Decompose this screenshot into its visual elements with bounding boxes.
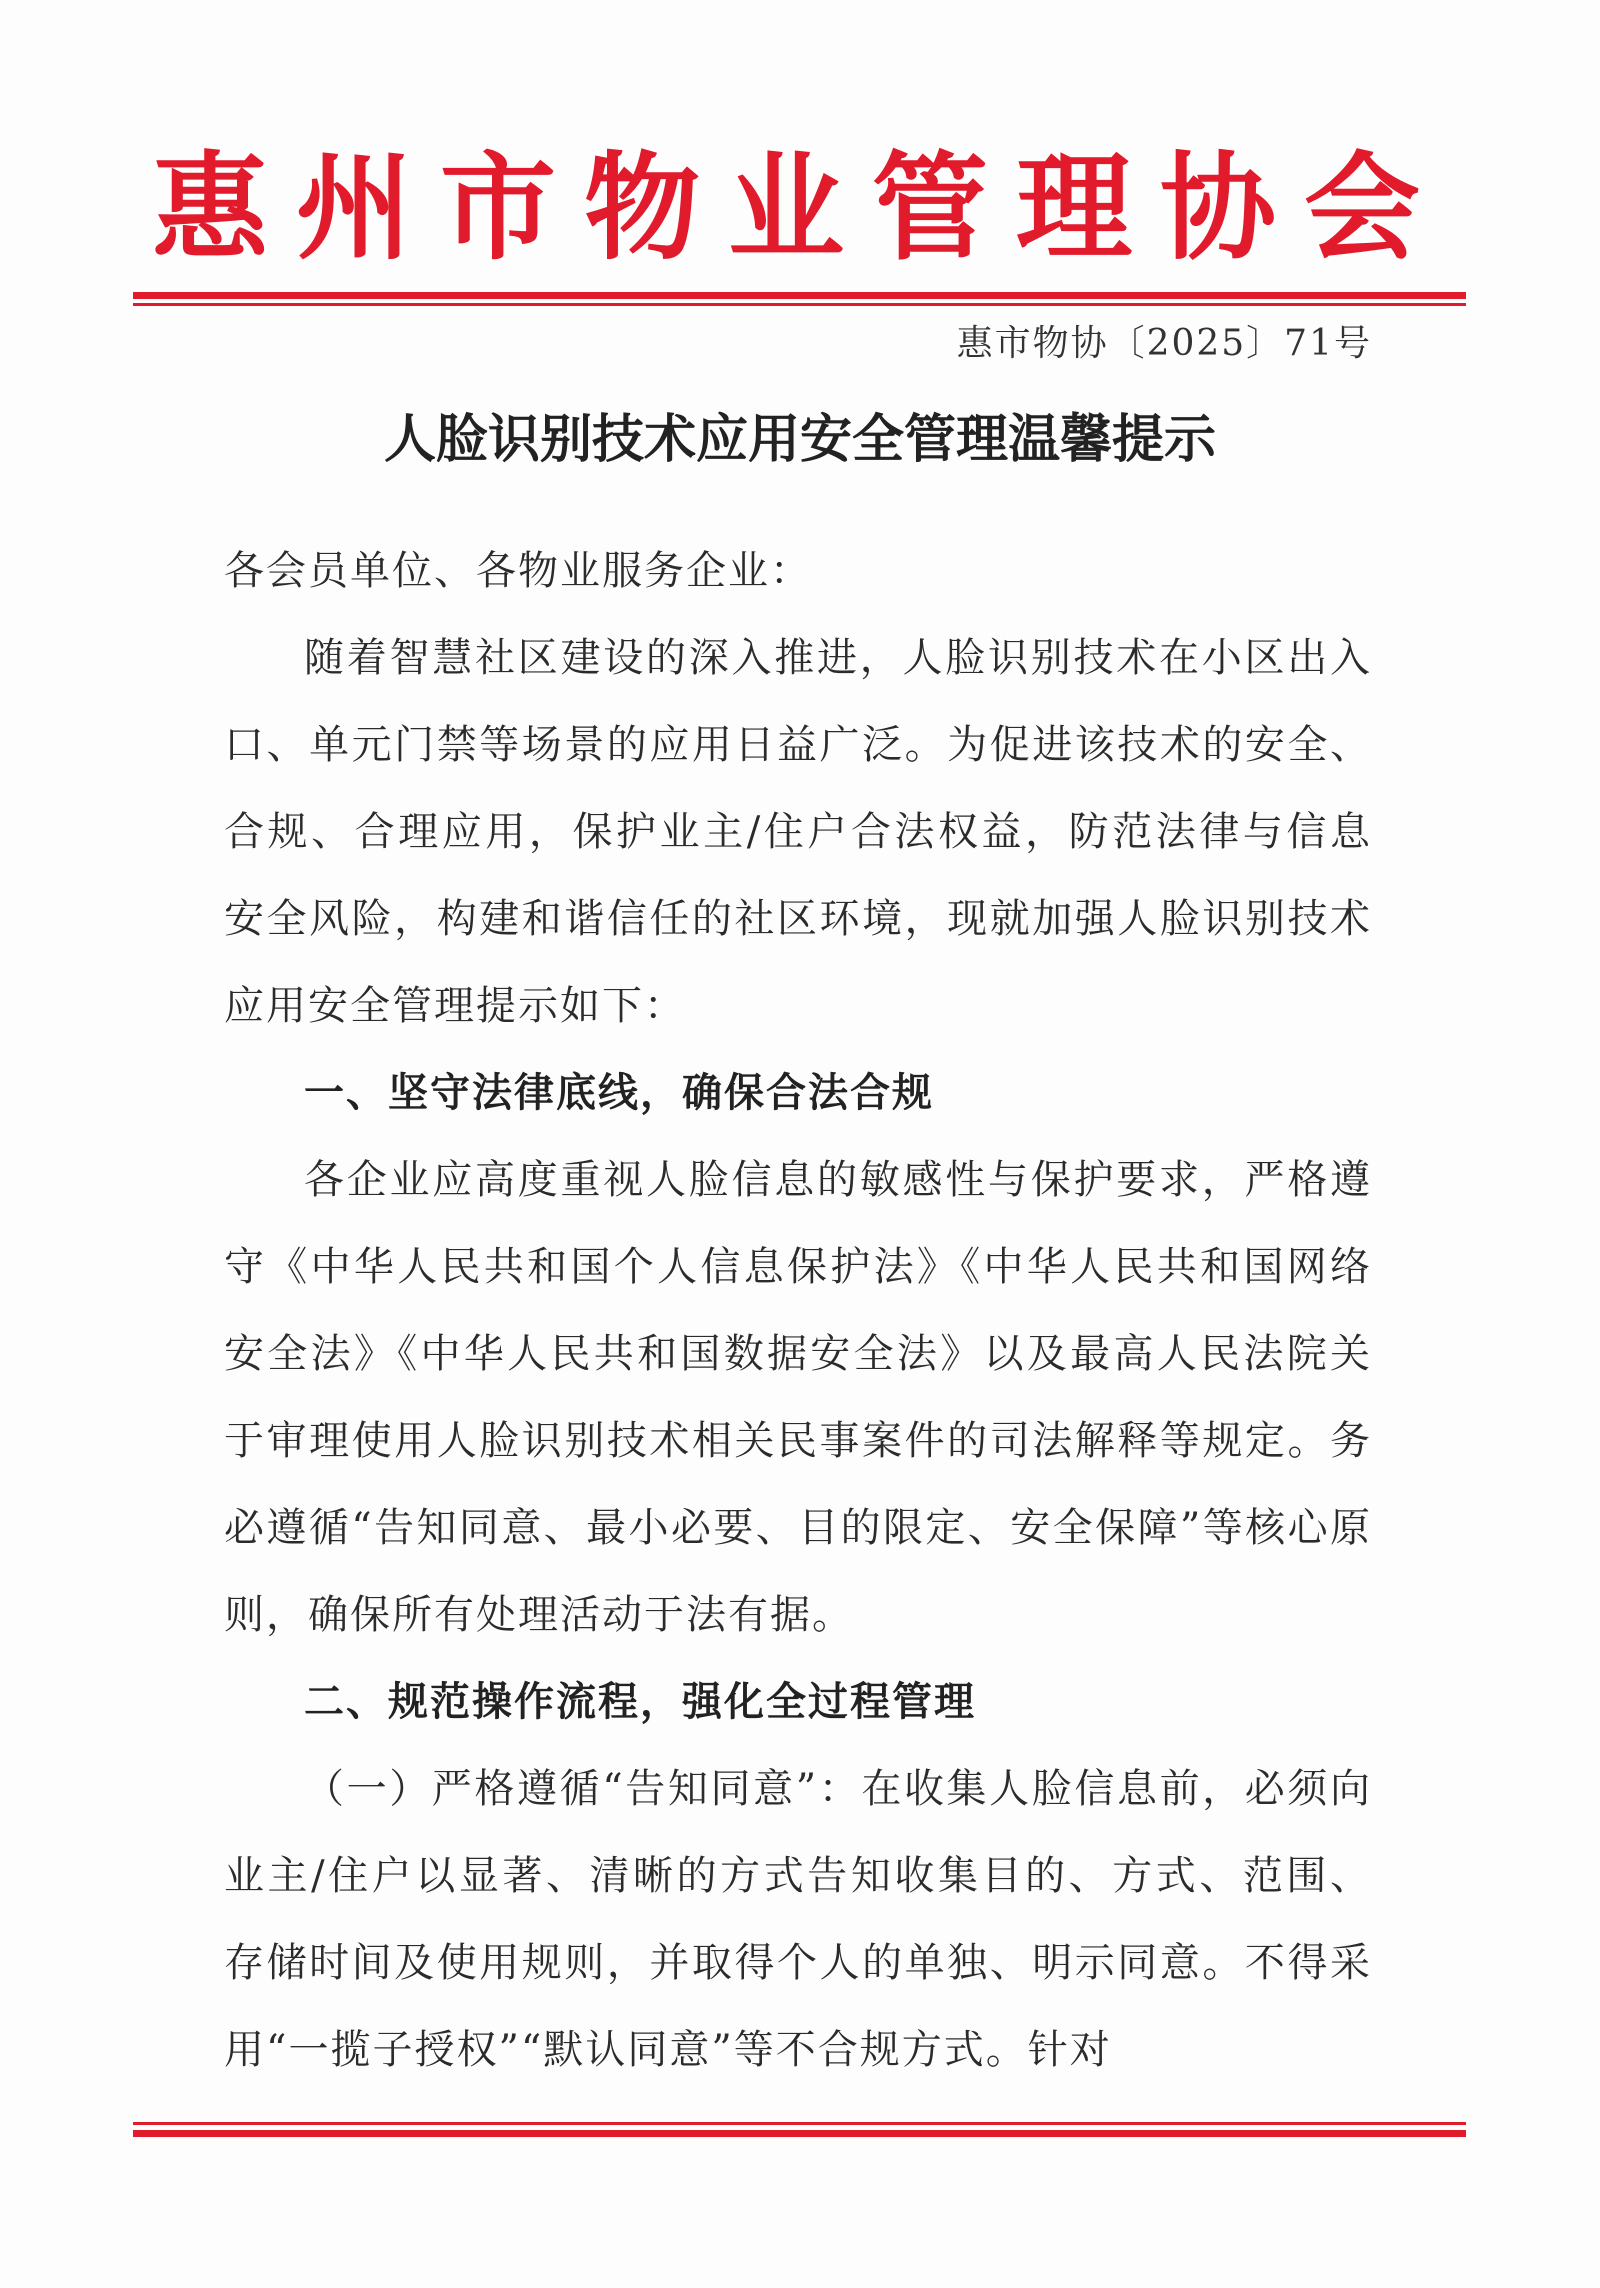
section1-heading: 一、坚守法律底线，确保合法合规 (304, 1070, 934, 1116)
section1-paragraph: 各企业应高度重视人脸信息的敏感性与保护要求，严格遵守《中华人民共和国个人信息保护法》《中华人民共和国网络安全法》《中华人民共和国数据安全法》以及最高人民法院关于审理使用人脸识别技术相关民事案件的司法解释等规定。务必遵循“告知同意、最小必要、目的限定、安全保障”等核心原则，确保所有处理活动于法有据。 (224, 1157, 1372, 1638)
footer-rule-thick (133, 2130, 1466, 2137)
document-title: 人脸识别技术应用安全管理温馨提示 (383, 410, 1216, 470)
section2-item1-paragraph: （一）严格遵循“告知同意”：在收集人脸信息前，必须向业主/住户以显著、清晰的方式告知收集目的、方式、范围、存储时间及使用规则，并取得个人的单独、明示同意。不得采用“一揽子授权”“默认同意”等不合规方式。针对 (224, 1766, 1372, 2073)
intro-paragraph: 随着智慧社区建设的深入推进，人脸识别技术在小区出入口、单元门禁等场景的应用日益广泛。为促进该技术的安全、合规、合理应用，保护业主/住户合法权益，防范法律与信息安全风险，构建和谐信任的社区环境，现就加强人脸识别技术应用安全管理提示如下： (224, 635, 1372, 1029)
letterhead-rule-thick (133, 292, 1466, 299)
section2-heading: 二、规范操作流程，强化全过程管理 (304, 1679, 976, 1725)
document-number: 惠市物协〔2025〕71号 (956, 323, 1372, 364)
salutation: 各会员单位、各物业服务企业： (224, 548, 812, 594)
footer-rule-thin (133, 2122, 1466, 2125)
organization-letterhead: 惠州市物业管理协会 (152, 140, 1448, 276)
document-body (224, 528, 1372, 2094)
letterhead-rule-thin (133, 303, 1466, 306)
